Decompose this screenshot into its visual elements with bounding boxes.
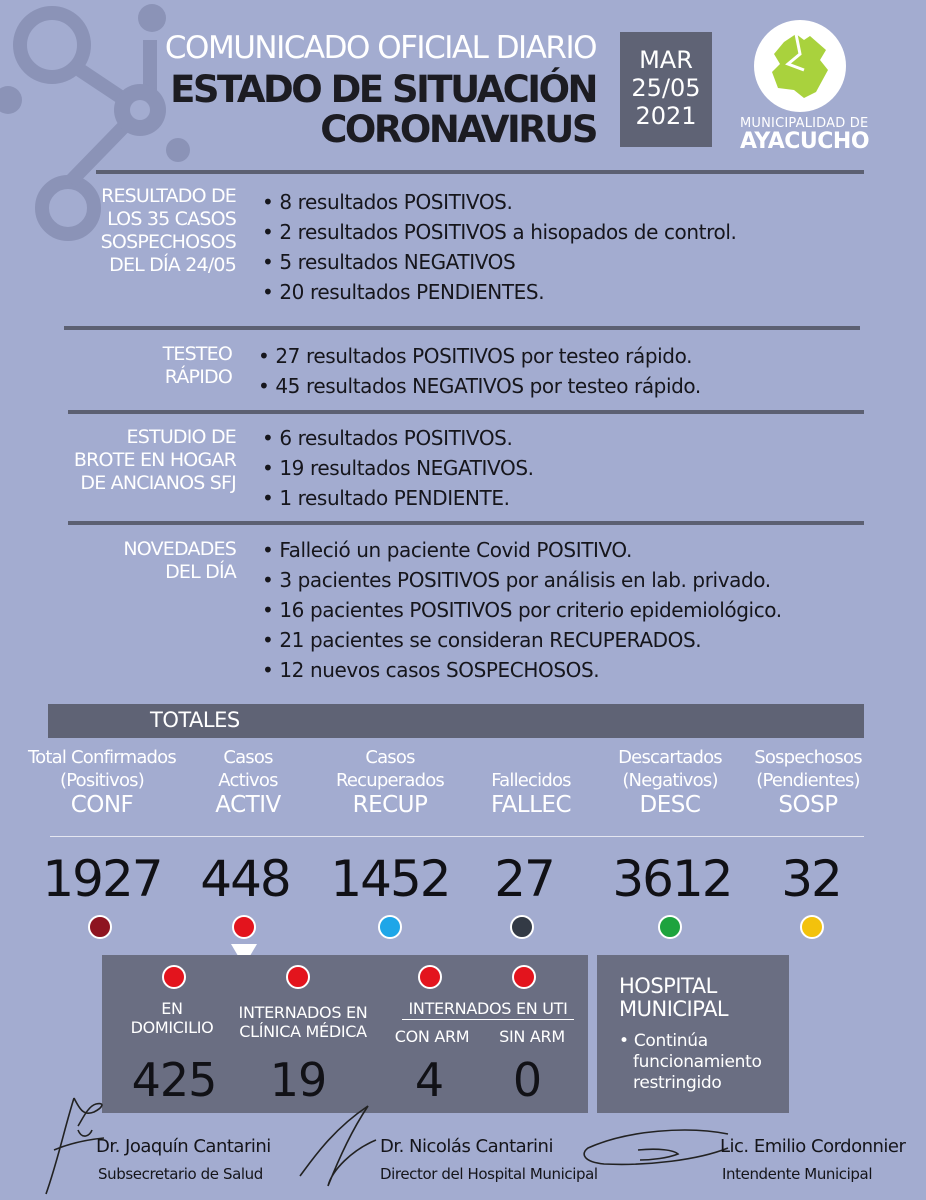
label-line: EN xyxy=(161,999,183,1018)
label-line: DOMICILIO xyxy=(130,1018,214,1037)
sin-arm-label: SIN ARM xyxy=(499,1027,565,1046)
label-line: DEL DÍA xyxy=(165,561,236,583)
date-box xyxy=(620,32,712,147)
label-line: SOSPECHOSOS xyxy=(100,231,236,253)
hospital-panel xyxy=(597,955,789,1113)
date-year: 2021 xyxy=(635,102,697,130)
logo-emblem xyxy=(754,20,846,112)
header-title-line1: COMUNICADO OFICIAL DIARIO xyxy=(164,30,596,66)
section-list-resultados xyxy=(262,187,736,307)
clinica-label xyxy=(238,1003,368,1041)
column-label xyxy=(476,746,586,769)
label-line: ESTUDIO DE xyxy=(126,426,236,448)
section-list-testeo xyxy=(258,341,701,401)
logo-text-line2: AYACUCHO xyxy=(740,129,870,154)
total-value-desc: 3612 xyxy=(612,850,732,908)
column-code: SOSP xyxy=(778,792,838,818)
status-dot-sosp xyxy=(800,915,824,939)
uti-divider xyxy=(402,1019,574,1020)
header-title-line3: CORONAVIRUS xyxy=(320,108,596,151)
date-date: 25/05 xyxy=(631,74,701,102)
status-dot-recup xyxy=(378,915,402,939)
column-code: RECUP xyxy=(352,792,428,818)
con-arm-value: 4 xyxy=(414,1053,444,1107)
column-label: (Positivos) xyxy=(60,770,144,791)
section-divider xyxy=(68,410,864,414)
label-line: DE ANCIANOS SFJ xyxy=(80,472,236,494)
column-label: Descartados xyxy=(618,747,722,768)
status-text: Continúa xyxy=(633,1031,708,1051)
status-dot-clinica xyxy=(286,965,310,989)
domicilio-label xyxy=(122,999,222,1037)
status-dot-domicilio xyxy=(162,965,186,989)
signature-2-icon xyxy=(292,1100,382,1190)
label-line: TESTEO xyxy=(162,343,232,365)
label-line: RÁPIDO xyxy=(164,366,232,388)
signature-name-1: Dr. Joaquín Cantarini xyxy=(96,1136,271,1157)
status-line: • Continúa xyxy=(619,1031,708,1051)
section-label-brote xyxy=(74,426,236,495)
domicilio-value: 425 xyxy=(131,1053,217,1107)
total-column-conf xyxy=(10,746,194,817)
label-line: INTERNADOS EN xyxy=(238,1003,368,1022)
con-arm-label: CON ARM xyxy=(394,1027,470,1046)
status-dot-fallec xyxy=(510,915,534,939)
total-column-desc xyxy=(608,746,732,817)
section-label-resultados xyxy=(101,185,236,277)
label-line: CLÍNICA MÉDICA xyxy=(239,1022,367,1041)
total-value-activ: 448 xyxy=(200,850,290,908)
sin-arm-value: 0 xyxy=(512,1053,542,1107)
column-label: Recuperados xyxy=(335,770,445,791)
hospital-title xyxy=(619,975,728,1021)
title-line: MUNICIPAL xyxy=(619,997,729,1021)
signature-role-1: Subsecretario de Salud xyxy=(98,1165,263,1183)
column-label: Total Confirmados xyxy=(28,747,176,768)
status-dot-conf xyxy=(88,915,112,939)
list-item: • 5 resultados NEGATIVOS xyxy=(262,247,736,277)
logo-text-line1: MUNICIPALIDAD DE xyxy=(740,116,869,131)
status-line: restringido xyxy=(633,1073,722,1093)
list-item: • 21 pacientes se consideran RECUPERADOS. xyxy=(262,625,782,655)
list-item: • Falleció un paciente Covid POSITIVO. xyxy=(262,535,782,565)
list-item: • 19 resultados NEGATIVOS. xyxy=(262,453,534,483)
column-label: Casos xyxy=(223,747,273,768)
column-label: (Negativos) xyxy=(622,770,718,791)
totales-divider xyxy=(50,836,864,837)
label-line: RESULTADO DE xyxy=(101,185,236,207)
column-code: CONF xyxy=(70,792,134,818)
list-item: • 12 nuevos casos SOSPECHOSOS. xyxy=(262,655,782,685)
list-item: • 8 resultados POSITIVOS. xyxy=(262,187,736,217)
list-item: • 20 resultados PENDIENTES. xyxy=(262,277,736,307)
section-divider xyxy=(64,326,860,330)
section-divider xyxy=(68,521,864,525)
signature-role-2: Director del Hospital Municipal xyxy=(380,1165,598,1183)
column-label: Sospechosos xyxy=(754,747,862,768)
total-column-fallec xyxy=(476,746,586,817)
activos-breakdown-panel xyxy=(102,955,588,1113)
clinica-value: 19 xyxy=(269,1053,327,1107)
totales-header-bar xyxy=(48,704,864,738)
list-item: • 45 resultados NEGATIVOS por testeo rápido. xyxy=(258,371,701,401)
label-line: NOVEDADES xyxy=(123,538,236,560)
section-label-novedades xyxy=(123,538,236,584)
label-line: BROTE EN HOGAR xyxy=(73,449,236,471)
list-item: • 3 pacientes POSITIVOS por análisis en lab. privado. xyxy=(262,565,782,595)
date-day: MAR xyxy=(639,46,693,74)
section-list-brote xyxy=(262,423,534,513)
status-dot-sin-arm xyxy=(512,965,536,989)
column-label: Casos xyxy=(365,747,415,768)
total-column-sosp xyxy=(746,746,870,817)
status-dot-con-arm xyxy=(418,965,442,989)
signature-name-2: Dr. Nicolás Cantarini xyxy=(380,1136,553,1157)
list-item: • 16 pacientes POSITIVOS por criterio epidemiológico. xyxy=(262,595,782,625)
hospital-status xyxy=(619,1031,762,1094)
signature-name-3: Lic. Emilio Cordonnier xyxy=(720,1136,906,1157)
signature-role-3: Intendente Municipal xyxy=(722,1165,873,1183)
list-item: • 27 resultados POSITIVOS por testeo rápido. xyxy=(258,341,701,371)
status-line: funcionamiento xyxy=(633,1052,762,1072)
label-line: LOS 35 CASOS xyxy=(107,208,236,230)
uti-title: INTERNADOS EN UTI xyxy=(408,999,568,1018)
total-column-activ xyxy=(196,746,300,817)
section-label-testeo xyxy=(163,343,232,389)
ayacucho-map-icon xyxy=(754,20,846,112)
total-value-recup: 1452 xyxy=(330,850,450,908)
column-code: DESC xyxy=(639,792,701,818)
status-dot-desc xyxy=(658,915,682,939)
list-item: • 6 resultados POSITIVOS. xyxy=(262,423,534,453)
status-dot-activ xyxy=(232,915,256,939)
column-label: Fallecidos xyxy=(491,770,571,791)
total-column-recup xyxy=(328,746,452,817)
section-divider xyxy=(96,170,864,174)
column-label: (Pendientes) xyxy=(756,770,860,791)
total-value-fallec: 27 xyxy=(494,850,554,908)
column-code: ACTIV xyxy=(215,792,281,818)
signature-3-icon xyxy=(578,1120,738,1180)
list-item: • 1 resultado PENDIENTE. xyxy=(262,483,534,513)
section-list-novedades xyxy=(262,535,782,685)
totales-title: TOTALES xyxy=(150,708,240,732)
column-code: FALLEC xyxy=(490,792,572,818)
label-line: DEL DÍA 24/05 xyxy=(109,254,236,276)
header-title-line2: ESTADO DE SITUACIÓN xyxy=(170,68,596,111)
list-item: • 2 resultados POSITIVOS a hisopados de control. xyxy=(262,217,736,247)
total-value-sosp: 32 xyxy=(781,850,841,908)
column-label: Activos xyxy=(218,770,278,791)
municipality-logo xyxy=(740,20,870,154)
total-value-conf: 1927 xyxy=(42,850,162,908)
title-line: HOSPITAL xyxy=(619,974,717,998)
